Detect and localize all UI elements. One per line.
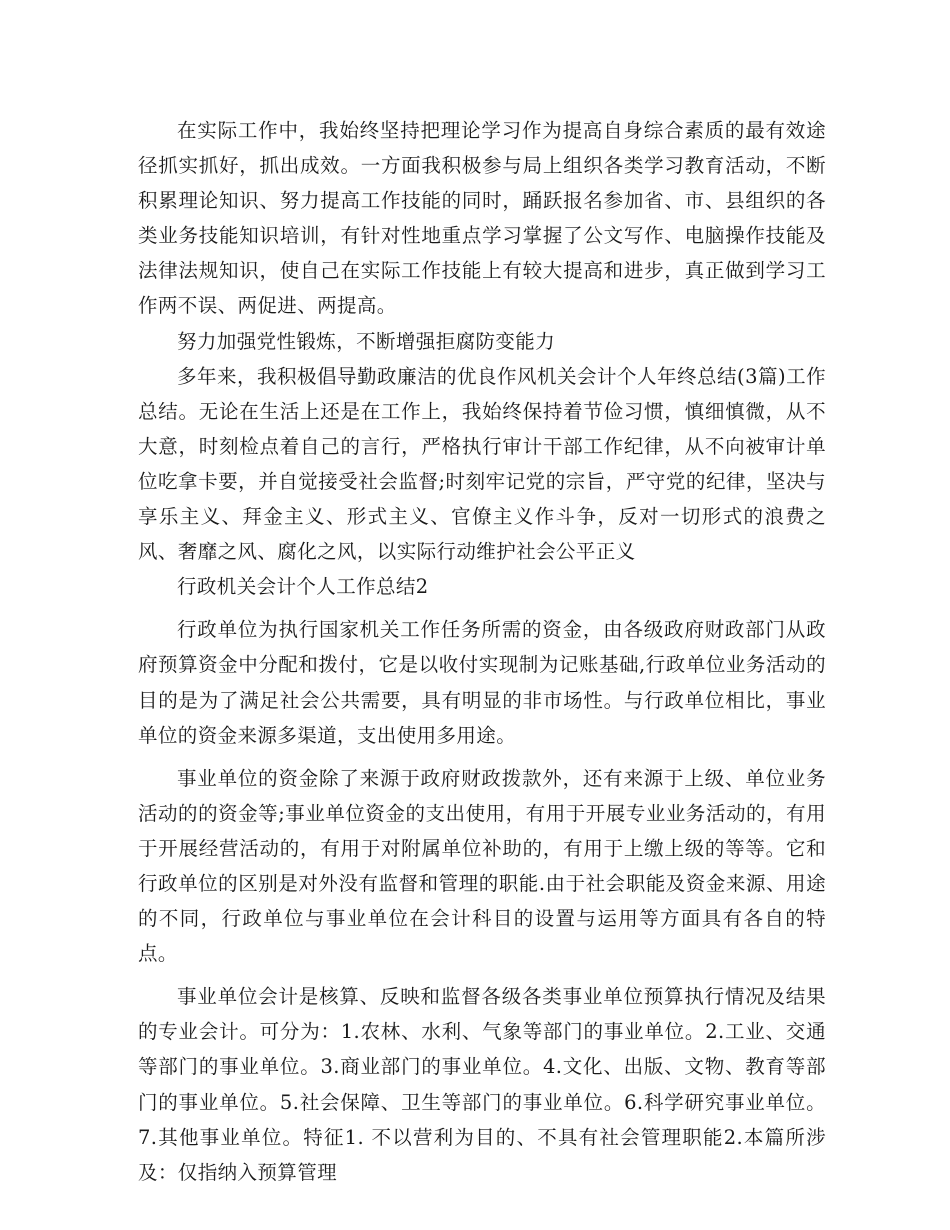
paragraph-institution-accounting: 事业单位会计是核算、反映和监督各级各类事业单位预算执行情况及结果的专业会计。可分为：1.农林、水利、气象等部门的事业单位。2.工业、交通等部门的事业单位。3.商业部门的事业单位。4.文化、出版、文物、教育等部门的事业单位。5.社会保障、卫生等部门的事业单位。6.科学研究事业单位。7.其他事业单位。特征1. 不以营利为目的、不具有社会管理职能2.本篇所涉及：仅指纳入预算管理 — [138, 985, 826, 1184]
document-body — [138, 113, 826, 1190]
paragraph-study: 在实际工作中，我始终坚持把理论学习作为提高自身综合素质的最有效途径抓实抓好，抓出成效。一方面我积极参与局上组织各类学习教育活动，不断积累理论知识、努力提高工作技能的同时，踊跃报名参加省、市、县组织的各类业务技能知识培训，有针对性地重点学习掌握了公文写作、电脑操作技能及法律法规知识，使自己在实际工作技能上有较大提高和进步，真正做到学习工作两不误、两促进、两提高。 — [138, 119, 826, 318]
heading-summary-2: 行政机关会计个人工作总结2 — [177, 575, 429, 599]
paragraph-integrity: 多年来，我积极倡导勤政廉洁的优良作风机关会计个人年终总结(3篇)工作总结。无论在生活上还是在工作上，我始终保持着节俭习惯，慎细慎微，从不大意，时刻检点着自己的言行，严格执行审计干部工作纪律，从不向被审计单位吃拿卡要，并自觉接受社会监督;时刻牢记党的宗旨，严守党的纪律，坚决与享乐主义、拜金主义、形式主义、官僚主义作斗争，反对一切形式的浪费之风、奢靡之风、腐化之风，以实际行动维护社会公平正义 — [138, 364, 826, 564]
heading-party-discipline: 努力加强党性锻炼，不断增强拒腐防变能力 — [177, 329, 556, 353]
paragraph-institution-funds: 事业单位的资金除了来源于政府财政拨款外，还有来源于上级、单位业务活动的的资金等;事业单位资金的支出使用，有用于开展专业业务活动的，有用于开展经营活动的，有用于对附属单位补助的，有用于上缴上级的等等。它和行政单位的区别是对外没有监督和管理的职能.由于社会职能及资金来源、用途的不同，行政单位与事业单位在会计科目的设置与运用等方面具有各自的特点。 — [138, 766, 826, 966]
paragraph-admin-funds: 行政单位为执行国家机关工作任务所需的资金，由各级政府财政部门从政府预算资金中分配和拨付，它是以收付实现制为记账基础,行政单位业务活动的目的是为了满足社会公共需要，具有明显的非市场性。与行政单位相比，事业单位的资金来源多渠道，支出使用多用途。 — [138, 618, 826, 747]
